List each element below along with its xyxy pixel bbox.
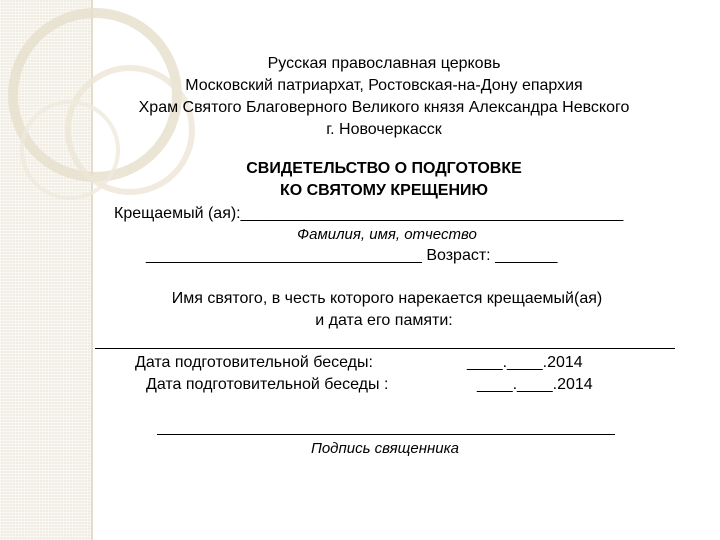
baptized-row [114,205,623,223]
interview2-label: Дата подготовительной беседы : [146,376,389,393]
signature-line [157,434,615,435]
saint-memory-label: и дата его памяти: [315,312,453,329]
name-blank: _______________________________ [146,247,422,264]
age-blank: _______ [495,247,558,264]
name-caption: Фамилия, имя, отчество [297,226,477,243]
signature-caption: Подпись священника [310,440,460,457]
age-label: Возраст: [426,247,491,264]
city-name: г. Новочеркасск [326,121,442,138]
baptized-label: Крещаемый (ая): [114,205,241,222]
interview2-date: ____.____.2014 [477,376,593,393]
certificate-title-line2: КО СВЯТОМУ КРЕЩЕНИЮ [279,182,489,199]
patriarchate-diocese: Московский патриархат, Ростовская-на-Дону епархия [185,77,583,94]
interview1-date: ____.____.2014 [467,354,583,371]
saint-name-label: Имя святого, в честь которого нарекается крещаемый(ая) [171,290,603,307]
saint-name-line [95,348,675,349]
interview1-label: Дата подготовительной беседы: [135,354,373,371]
church-name: Русская православная церковь [267,55,501,72]
name-age-row [146,247,557,265]
baptized-blank: ___________________________________________ [240,205,624,222]
certificate-title-line1: СВИДЕТЕЛЬСТВО О ПОДГОТОВКЕ [246,160,522,177]
temple-name: Храм Святого Благоверного Великого князя Александра Невского [138,99,630,116]
